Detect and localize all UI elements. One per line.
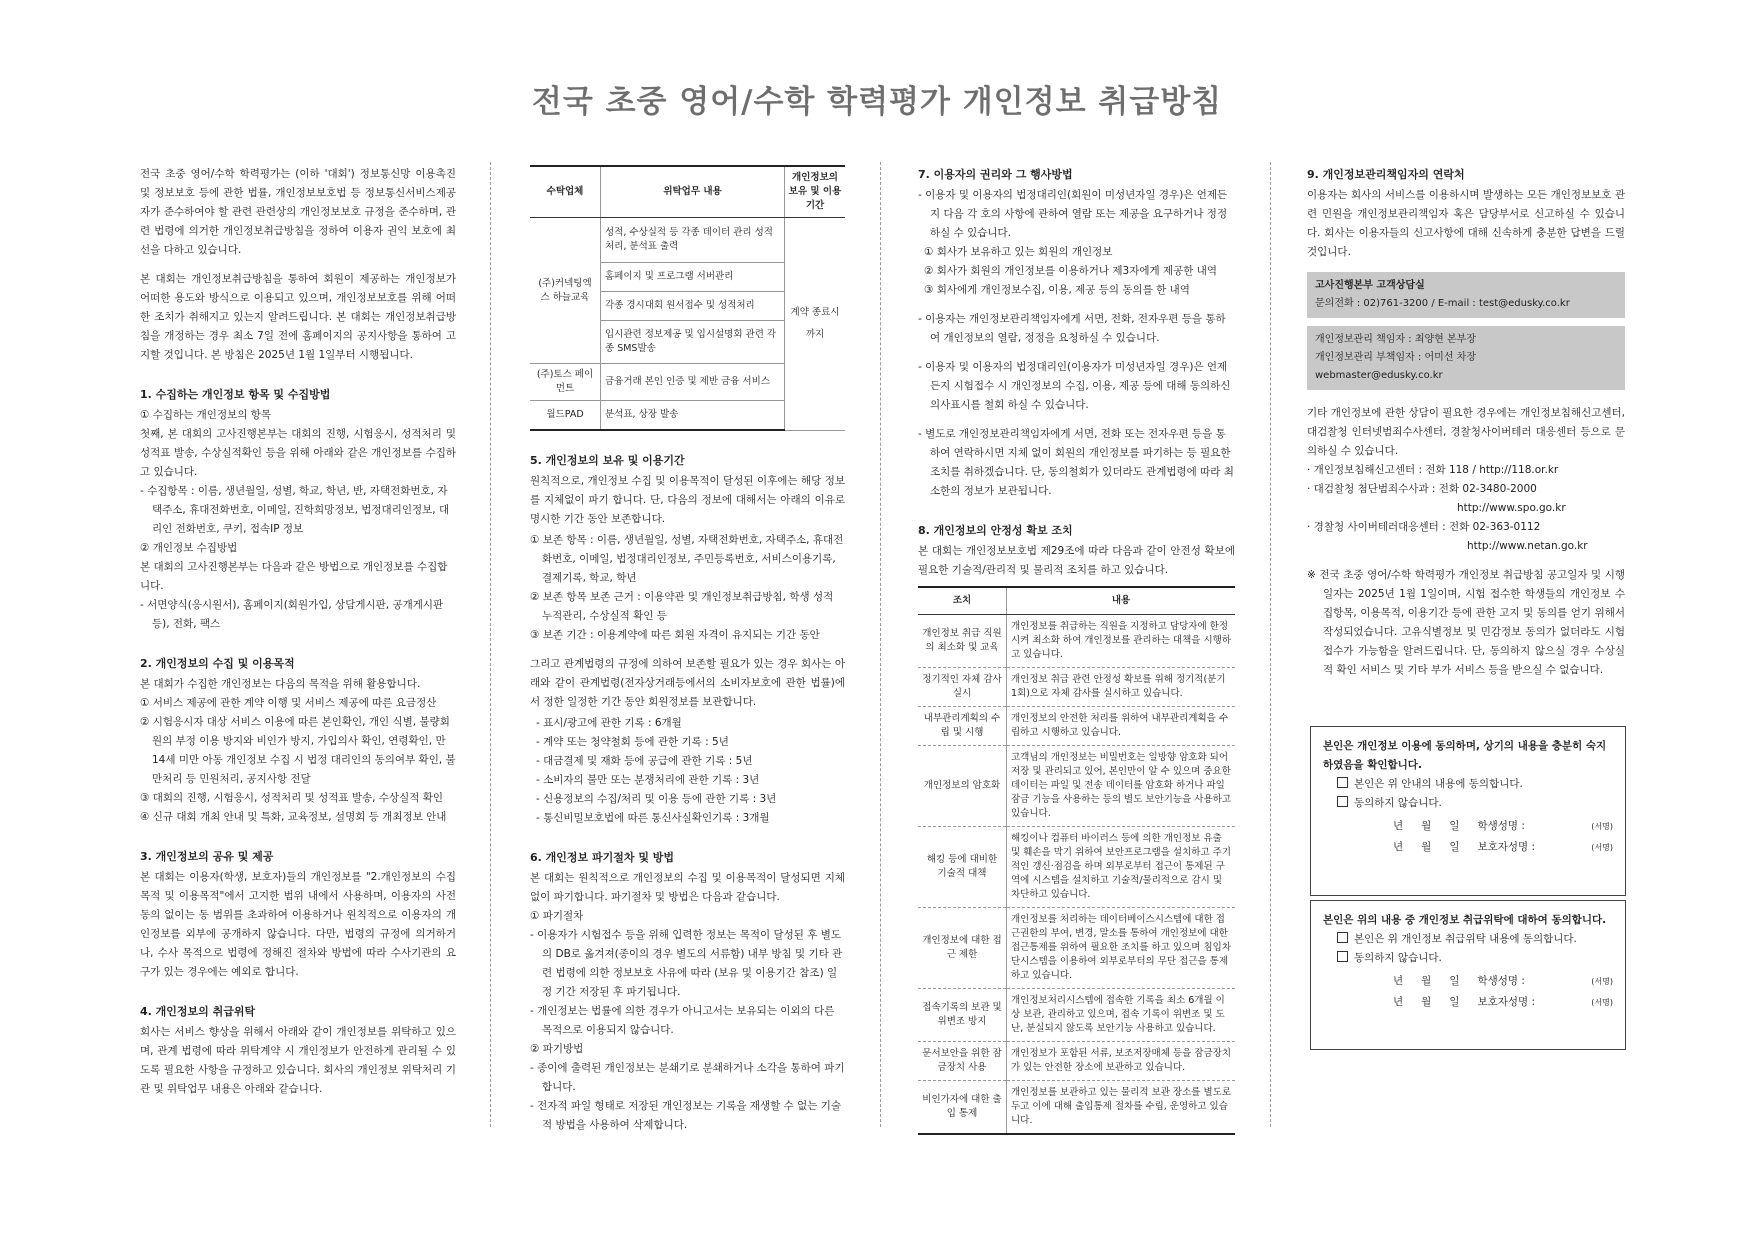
option-label: 본인은 위 개인정보 취급위탁 내용에 동의합니다. <box>1354 933 1577 945</box>
column-divider <box>880 162 881 1127</box>
table-cell: 성적, 수상실적 등 각종 데이터 관리 성적처리, 분석표 출력 <box>601 218 785 263</box>
text-line: - 이용자는 개인정보관리책임자에게 서면, 전화, 전자우편 등을 통하여 개인정보의 열람, 정정을 요청하실 수 있습니다. <box>918 313 1226 344</box>
text-line: - 서면양식(응시원서), 홈페이지(회원가입, 상담게시판, 공개게시판 등), 전화, 팩스 <box>140 599 444 630</box>
text-line: ① 회사가 보유하고 있는 회원의 개인정보 <box>924 246 1113 258</box>
table-cell: 분석표, 상장 발송 <box>601 401 785 431</box>
guardian-name-label: 보호자성명 : <box>1477 841 1536 853</box>
section-heading: 5. 개인정보의 보유 및 이용기간 <box>530 454 685 467</box>
measure-description: 개인정보를 처리하는 데이터베이스시스템에 대한 접근권한의 부여, 변경, 말소를 통하여 개인정보에 대한 접근통제를 위하여 필요한 조치를 하고 있으며 침입차단시스템을 이용하여 외부로부터의 무단 접근을 통제하고 있습니다. <box>1007 908 1236 989</box>
text-line: - 이용자 및 이용자의 법정대리인(이용자가 미성년자일 경우)은 언제든지 시험접수 시 개인정보의 수집, 이용, 제공 등에 대해 동의하신 의사표시를 철회 하실 수 있습니다. <box>918 361 1231 411</box>
text-line: - 통신비밀보호법에 따른 통신사실확인기록 : 3개월 <box>536 812 770 824</box>
measure-name: 개인정보의 암호화 <box>918 746 1007 827</box>
measure-description: 고객님의 개인정보는 비밀번호는 일방향 암호화 되어 저장 및 관리되고 있어, 본인만이 알 수 있으며 중요한 데이터는 파일 및 전송 데이터를 암호화 하거나 파일 잠금 기능을 사용하는 등의 별도 보안기능을 사용하고 있습니다. <box>1007 746 1236 827</box>
table-header: 개인정보의 보유 및 이용기간 <box>785 166 846 218</box>
measure-name: 문서보안을 위한 잠금장치 사용 <box>918 1042 1007 1081</box>
signature-mark: (서명) <box>1591 822 1613 831</box>
option-label: 동의하지 않습니다. <box>1354 797 1442 809</box>
contact-line: 문의전화 : 02)761-3200 / E-mail : test@edusky.co.kr <box>1315 298 1570 309</box>
day-label: 일 <box>1449 975 1460 987</box>
checkbox-icon[interactable] <box>1337 951 1348 962</box>
table-cell: (주)커넥팅엑스 하늘교육 <box>530 218 601 364</box>
text-line: ② 개인정보 수집방법 <box>140 542 238 554</box>
paragraph: 그리고 관계법령의 규정에 의하여 보존할 필요가 있는 경우 회사는 아래와 같이 관계법령(전자상거래등에서의 소비자보호에 관한 법률)에서 정한 일정한 기간 동안 회원정보를 보관합니다. <box>530 658 845 708</box>
url-line: http://www.netan.go.kr <box>1467 540 1588 552</box>
table-header: 내용 <box>1007 587 1236 615</box>
text-line: · 경찰청 사이버테러대응센터 : 전화 02-363-0112 <box>1307 521 1541 533</box>
column-divider <box>490 162 491 1127</box>
measure-description: 해킹이나 컴퓨터 바이러스 등에 의한 개인정보 유출 및 훼손을 막기 위하여 보안프로그램을 설치하고 주기적인 갱신·점검을 하며 외부로부터 접근이 통제된 구역에 시스템을 설치하고 기술적/물리적으로 감시 및 차단하고 있습니다. <box>1007 827 1236 908</box>
guardian-signature-row <box>1323 838 1613 857</box>
text-line: - 수집항목 : 이름, 생년월일, 성별, 학교, 학년, 반, 자택전화번호, 자택주소, 휴대전화번호, 이메일, 진학희망정보, 법정대리인정보, 대리인 전화번호, 쿠키, 접속IP 정보 <box>140 485 450 535</box>
consent-disagree-option[interactable] <box>1337 794 1613 813</box>
table-cell: (주)토스 페이먼트 <box>530 364 601 401</box>
text-line: - 별도로 개인정보관리책임자에게 서면, 전화 또는 전자우편 등을 통하여 연락하시면 지체 없이 회원의 개인정보를 파기하는 등 필요한 조치를 취하겠습니다. 단, 동의철회가 있더라도 관계법령에 따라 최소한의 정보가 보관됩니다. <box>918 428 1234 497</box>
text-line: - 이용자 및 이용자의 법정대리인(회원이 미성년자일 경우)은 언제든지 다음 각 호의 사항에 관하여 열람 또는 제공을 요구하거나 정정하실 수 있습니다. <box>918 189 1228 239</box>
guardian-signature-row <box>1323 993 1613 1012</box>
section-heading: 3. 개인정보의 공유 및 제공 <box>140 850 274 863</box>
text-line: ③ 대회의 진행, 시험응시, 성적처리 및 성적표 발송, 수상실적 확인 <box>140 792 444 804</box>
column-1 <box>140 165 456 1109</box>
checkbox-icon[interactable] <box>1337 796 1348 807</box>
section-heading: 4. 개인정보의 취급위탁 <box>140 1005 256 1018</box>
document-title: 전국 초중 영어/수학 학력평가 개인정보 취급방침 <box>531 84 1223 120</box>
consent-agree-option[interactable] <box>1337 930 1613 949</box>
contact-title: 고사진행본부 고객상담실 <box>1315 280 1425 291</box>
text-line: - 표시/광고에 관한 기록 : 6개월 <box>536 717 682 729</box>
text-line: ① 파기절차 <box>530 910 584 922</box>
year-label: 년 <box>1393 975 1404 987</box>
text-line: ④ 신규 대회 개최 안내 및 특화, 교육정보, 설명회 등 개최정보 안내 <box>140 811 447 823</box>
section-heading: 6. 개인정보 파기절차 및 방법 <box>530 851 675 864</box>
manager-box <box>1307 326 1625 390</box>
text-line: - 이용자가 시험접수 등을 위해 입력한 정보는 목적이 달성된 후 별도의 DB로 옮겨져(종이의 경우 별도의 서류함) 내부 방침 및 기타 관련 법령에 의한 정보보호 사유에 따라 (보유 및 이용기간 참조) 일정 기간 저장된 후 파기됩니다. <box>530 929 843 998</box>
paragraph: 본 대회는 이용자(학생, 보호자)들의 개인정보를 "2.개인정보의 수집목적 및 이용목적"에서 고지한 범위 내에서 사용하며, 이용자의 사전 동의 없이는 동 범위를 초과하여 이용하거나 원칙적으로 이용자의 개인정보를 외부에 공개하지 않습니다. 다만, 법령의 규정에 의거하거나, 수사 목적으로 법령에 정해진 절차와 방법에 따라 수사기관의 요구가 있는 경우에는 예외로 합니다. <box>140 871 456 978</box>
table-header: 수탁업체 <box>530 166 601 218</box>
measure-name: 비인가자에 대한 출입 통제 <box>918 1081 1007 1135</box>
text-line: ③ 회사에게 개인정보수집, 이용, 제공 등의 동의를 한 내역 <box>924 284 1190 296</box>
text-line: ① 보존 항목 : 이름, 생년월일, 성별, 자택전화번호, 자택주소, 휴대전화번호, 이메일, 법정대리인정보, 주민등록번호, 서비스이용기록, 결제기록, 학교, 학년 <box>530 534 844 584</box>
measure-description: 개인정보를 보관하고 있는 물리적 보관 장소를 별도로 두고 이에 대해 출입통제 절차를 수립, 운영하고 있습니다. <box>1007 1081 1236 1135</box>
table-row <box>918 707 1235 746</box>
day-label: 일 <box>1449 996 1460 1008</box>
consent-box-privacy <box>1310 726 1626 896</box>
paragraph: 이용자는 회사의 서비스를 이용하시며 발생하는 모든 개인정보보호 관련 민원을 개인정보관리책임자 혹은 담당부서로 신고하실 수 있습니다. 회사는 이용자들의 신고사항에 대해 신속하게 충분한 답변을 드릴 것입니다. <box>1307 189 1625 258</box>
consent-heading: 본인은 위의 내용 중 개인정보 취급위탁에 대하여 동의합니다. <box>1323 914 1607 926</box>
text-line: 본 대회의 고사진행본부는 다음과 같은 방법으로 개인정보를 수집합니다. <box>140 561 448 592</box>
measure-name: 접속기록의 보관 및 위변조 방지 <box>918 989 1007 1042</box>
consent-agree-option[interactable] <box>1337 775 1613 794</box>
table-cell: 계약 종료시 까지 <box>785 218 846 431</box>
measure-description: 개인정보를 취급하는 직원을 지정하고 담당자에 한정시켜 최소화 하여 개인정보를 관리하는 대책을 시행하고 있습니다. <box>1007 615 1236 668</box>
table-row <box>918 827 1235 908</box>
table-cell: 각종 경시대회 원서접수 및 성적처리 <box>601 292 785 321</box>
column-4 <box>1307 165 1625 680</box>
outsourcing-table <box>530 165 845 431</box>
security-measures-table <box>918 586 1235 1135</box>
month-label: 월 <box>1421 996 1432 1008</box>
notice-paragraph: ※ 전국 초중 영어/수학 학력평가 개인정보 취급방침 공고일자 및 시행일자는 2025년 1월 1일이며, 시험 접수한 학생들의 개인정보 수집항목, 이용목적, 이용기간 등에 관한 고지 및 동의를 얻기 위해서 작성되었습니다. 고유식별정보 및 민감정보 동의가 없더라도 시험 접수가 가능함을 알려드립니다. 단, 동의하지 않으실 경우 수상실적 확인 서비스 및 기타 부가 서비스 등을 받으실 수 없습니다. <box>1307 569 1625 676</box>
column-divider <box>1270 162 1271 1127</box>
checkbox-icon[interactable] <box>1337 777 1348 788</box>
text-line: ① 수집하는 개인정보의 항목 <box>140 409 271 421</box>
column-2 <box>530 165 845 1135</box>
manager-email: webmaster@edusky.co.kr <box>1315 370 1443 381</box>
text-line: ③ 보존 기간 : 이용계약에 따른 회원 자격이 유지되는 기간 동안 <box>530 629 820 641</box>
url-line: http://www.spo.go.kr <box>1457 502 1566 514</box>
option-label: 동의하지 않습니다. <box>1354 952 1442 964</box>
intro-paragraph: 본 대회는 개인정보취급방침을 통하여 회원이 제공하는 개인정보가 어떠한 용도와 방식으로 이용되고 있으며, 개인정보보호를 위해 어떠한 조치가 취해지고 있는지 알려드립니다. 본 대회는 개인정보취급방침을 개정하는 경우 최소 7일 전에 홈페이지의 공지사항을 통하여 고지할 것입니다. 본 방침은 2025년 1월 1일부터 시행됩니다. <box>140 273 456 361</box>
table-cell: 홈페이지 및 프로그램 서버관리 <box>601 263 785 292</box>
section-heading: 9. 개인정보관리책임자의 연락처 <box>1307 168 1465 181</box>
consent-disagree-option[interactable] <box>1337 949 1613 968</box>
signature-mark: (서명) <box>1591 977 1613 986</box>
contact-box <box>1307 272 1625 318</box>
section-heading: 1. 수집하는 개인정보 항목 및 수집방법 <box>140 388 331 401</box>
text-line: ② 보존 항목 보존 근거 : 이용약관 및 개인정보취급방침, 학생 성적 누적관리, 수상실적 확인 등 <box>530 591 834 622</box>
year-label: 년 <box>1393 820 1404 832</box>
checkbox-icon[interactable] <box>1337 932 1348 943</box>
column-3 <box>918 165 1235 1135</box>
table-row <box>918 1042 1235 1081</box>
table-row <box>918 1081 1235 1135</box>
paragraph: 본 대회는 원칙적으로 개인정보의 수집 및 이용목적이 달성되면 지체 없이 파기합니다. 파기절차 및 방법은 다음과 같습니다. <box>530 872 845 903</box>
table-row <box>918 746 1235 827</box>
section-heading: 8. 개인정보의 안정성 확보 조치 <box>918 524 1073 537</box>
intro-paragraph: 전국 초중 영어/수학 학력평가는 (이하 '대회') 정보통신망 이용촉진 및 정보보호 등에 관한 법률, 개인정보보호법 등 정보통신서비스제공자가 준수하여야 할 관련 관련상의 개인정보보호 규정을 준수하며, 관련 법령에 의거한 개인정보취급방침을 정하여 이용자 권익 보호에 최선을 다하고 있습니다. <box>140 168 456 256</box>
table-header: 조치 <box>918 587 1007 615</box>
text-line: - 대금결제 및 재화 등에 공급에 관한 기록 : 5년 <box>536 755 753 767</box>
consent-box-outsourcing <box>1310 900 1626 1050</box>
manager-line: 개인정보관리 부책임자 : 어미선 차장 <box>1315 352 1476 363</box>
section-heading: 2. 개인정보의 수집 및 이용목적 <box>140 657 295 670</box>
student-name-label: 학생성명 : <box>1477 975 1525 987</box>
text-line: - 계약 또는 청약철회 등에 관한 기록 : 5년 <box>536 736 729 748</box>
measure-name: 개인정보에 대한 접근 제한 <box>918 908 1007 989</box>
student-signature-row <box>1323 817 1613 836</box>
table-row <box>918 989 1235 1042</box>
year-label: 년 <box>1393 841 1404 853</box>
month-label: 월 <box>1421 820 1432 832</box>
year-label: 년 <box>1393 996 1404 1008</box>
text-line: · 대검찰청 첨단범죄수사과 : 전화 02-3480-2000 <box>1307 483 1537 495</box>
table-row <box>918 908 1235 989</box>
measure-description: 개인정보의 안전한 처리를 위하여 내부관리계획을 수립하고 시행하고 있습니다. <box>1007 707 1236 746</box>
text-line: - 신용정보의 수집/처리 및 이용 등에 관한 기록 : 3년 <box>536 793 777 805</box>
section-heading: 7. 이용자의 권리와 그 행사방법 <box>918 168 1073 181</box>
text-line: - 종이에 출력된 개인정보는 분쇄기로 분쇄하거나 소각을 통하여 파기합니다. <box>530 1062 845 1093</box>
measure-description: 개인정보가 포함된 서류, 보조저장매체 등을 잠금장치가 있는 안전한 장소에 보관하고 있습니다. <box>1007 1042 1236 1081</box>
table-cell: 입시관련 정보제공 및 입시설명회 관련 각종 SMS발송 <box>601 321 785 364</box>
table-cell: 월드PAD <box>530 401 601 431</box>
signature-mark: (서명) <box>1591 998 1613 1007</box>
paragraph: 회사는 서비스 향상을 위해서 아래와 같이 개인정보를 위탁하고 있으며, 관계 법령에 따라 위탁계약 시 개인정보가 안전하게 관리될 수 있도록 필요한 사항을 규정하고 있습니다. 회사의 개인정보 위탁처리 기관 및 위탁업무 내용은 아래와 같습니다. <box>140 1026 456 1095</box>
paragraph: 원칙적으로, 개인정보 수집 및 이용목적이 달성된 이후에는 해당 정보를 지체없이 파기 합니다. 단, 다음의 정보에 대해서는 아래의 이유로 명시한 기간 동안 보존합니다. <box>530 475 845 525</box>
measure-name: 내부관리계획의 수립 및 시행 <box>918 707 1007 746</box>
manager-line: 개인정보관리 책임자 : 최양현 본부장 <box>1315 334 1476 345</box>
text-line: 본 대회가 수집한 개인정보는 다음의 목적을 위해 활용합니다. <box>140 678 421 690</box>
day-label: 일 <box>1449 841 1460 853</box>
day-label: 일 <box>1449 820 1460 832</box>
measure-description: 개인정보처리시스템에 접속한 기록을 최소 6개월 이상 보관, 관리하고 있으며, 접속 기록이 위변조 및 도난, 분실되지 않도록 보안기능 사용하고 있습니다. <box>1007 989 1236 1042</box>
signature-mark: (서명) <box>1591 843 1613 852</box>
table-row <box>918 615 1235 668</box>
guardian-name-label: 보호자성명 : <box>1477 996 1536 1008</box>
table-row <box>918 668 1235 707</box>
text-line: · 개인정보침해신고센터 : 전화 118 / http://118.or.kr <box>1307 464 1559 476</box>
option-label: 본인은 위 안내의 내용에 동의합니다. <box>1354 778 1523 790</box>
table-header: 위탁업무 내용 <box>601 166 785 218</box>
table-cell: 금융거래 본인 인증 및 제반 금융 서비스 <box>601 364 785 401</box>
paragraph: 본 대회는 개인정보보호법 제29조에 따라 다음과 같이 안전성 확보에 필요한 기술적/관리적 및 물리적 조치를 하고 있습니다. <box>918 545 1235 576</box>
measure-name: 정기적인 자체 감사 실시 <box>918 668 1007 707</box>
paragraph: 기타 개인정보에 관한 상담이 필요한 경우에는 개인정보침해신고센터, 대검찰청 인터넷범죄수사센터, 경찰청사이버테러 대응센터 등으로 문의하실 수 있습니다. <box>1307 407 1625 457</box>
measure-name: 해킹 등에 대비한 기술적 대책 <box>918 827 1007 908</box>
consent-heading: 본인은 개인정보 이용에 동의하며, 상기의 내용을 충분히 숙지하였음을 확인합니다. <box>1323 740 1607 771</box>
measure-description: 개인정보 취급 관련 안정성 확보를 위해 정기적(분기 1회)으로 자체 감사를 실시하고 있습니다. <box>1007 668 1236 707</box>
month-label: 월 <box>1421 975 1432 987</box>
text-line: ② 회사가 회원의 개인정보를 이용하거나 제3자에게 제공한 내역 <box>924 265 1218 277</box>
month-label: 월 <box>1421 841 1432 853</box>
student-signature-row <box>1323 972 1613 991</box>
text-line: - 개인정보는 법률에 의한 경우가 아니고서는 보유되는 이외의 다른 목적으로 이용되지 않습니다. <box>530 1005 835 1036</box>
measure-name: 개인정보 취급 직원의 최소화 및 교육 <box>918 615 1007 668</box>
text-line: - 전자적 파일 형태로 저장된 개인정보는 기록을 재생할 수 없는 기술적 방법을 사용하여 삭제합니다. <box>530 1100 842 1131</box>
text-line: ① 서비스 제공에 관한 계약 이행 및 서비스 제공에 따른 요금정산 <box>140 697 437 709</box>
text-line: ② 시험응시자 대상 서비스 이용에 따른 본인확인, 개인 식별, 불량회원의 부정 이용 방지와 비인가 방지, 가입의사 확인, 연령확인, 만14세 미만 아동 개인정보 수집 시 법정 대리인의 동의여부 확인, 불만처리 등 민원처리, 공지사항 전달 <box>140 716 456 785</box>
text-line: 첫째, 본 대회의 고사진행본부는 대회의 진행, 시험응시, 성적처리 및 성적표 발송, 수상실적확인 등을 위해 아래와 같은 개인정보를 수집하고 있습니다. <box>140 428 456 478</box>
student-name-label: 학생성명 : <box>1477 820 1525 832</box>
text-line: - 소비자의 불만 또는 분쟁처리에 관한 기록 : 3년 <box>536 774 760 786</box>
text-line: ② 파기방법 <box>530 1043 584 1055</box>
